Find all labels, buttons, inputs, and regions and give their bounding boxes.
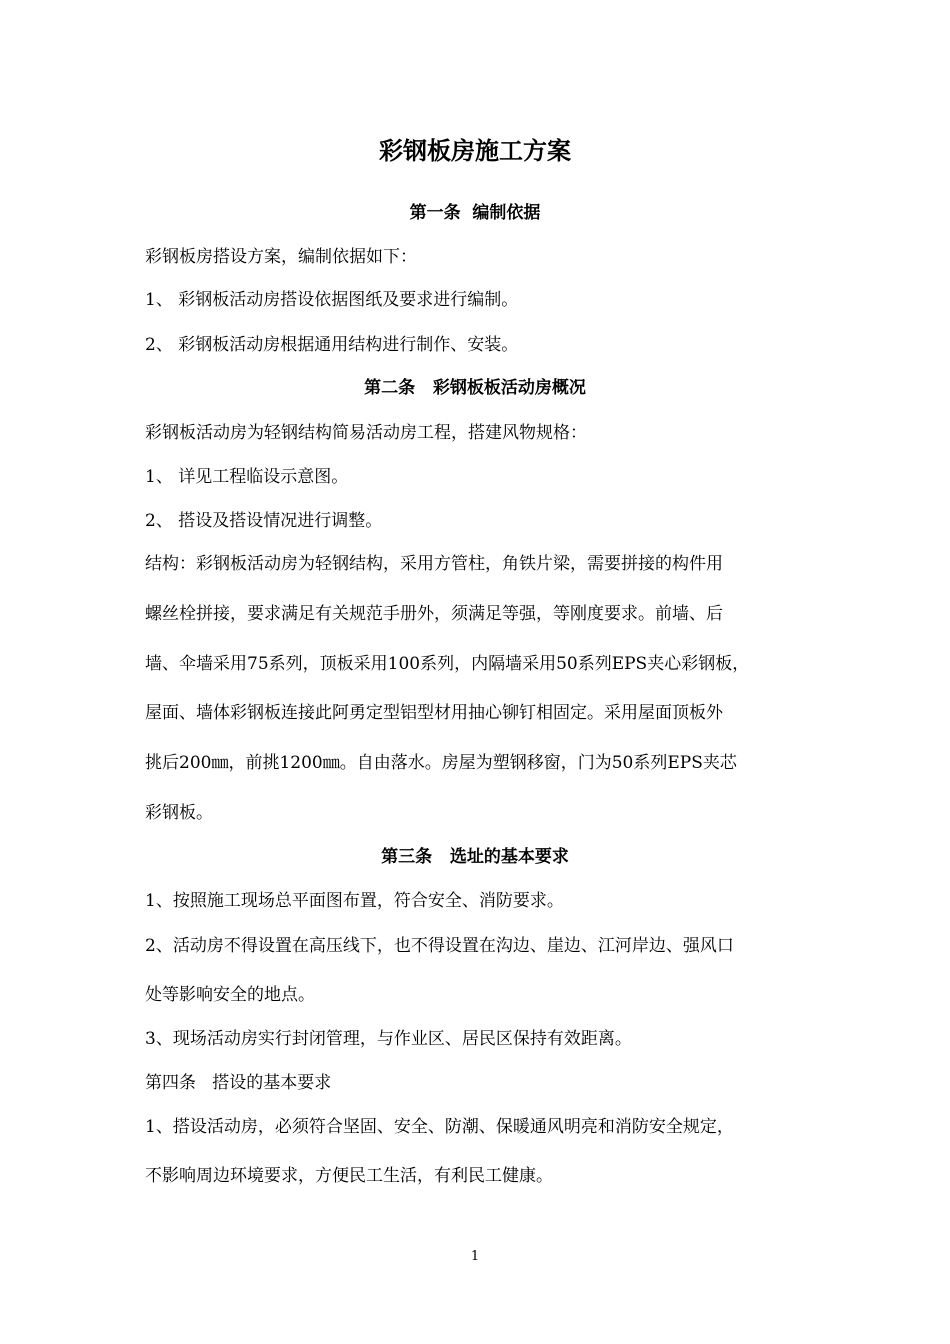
structure-paragraph-line: 螺丝栓拼接，要求满足有关规范手册外，须满足等强，等刚度要求。前墙、后	[145, 604, 723, 624]
structure-paragraph-line: 结构：彩钢板活动房为轻钢结构，采用方管柱，角铁片梁，需要拼接的构件用	[145, 554, 723, 574]
section-3-line: 处等影响安全的地点。	[145, 985, 315, 1005]
structure-paragraph-line: 屋面、墙体彩钢板连接此阿勇定型铝型材用抽心铆钉相固定。采用屋面顶板外	[145, 703, 723, 723]
section-1-item: 1、 彩钢板活动房搭设依据图纸及要求进行编制。	[145, 290, 519, 310]
page-number: 1	[470, 1249, 480, 1264]
section-1-item: 2、 彩钢板活动房根据通用结构进行制作、安装。	[145, 335, 519, 355]
section-2-intro: 彩钢板活动房为轻钢结构简易活动房工程，搭建风物规格：	[145, 423, 587, 443]
structure-paragraph-line: 墙、伞墙采用75系列，顶板采用100系列，内隔墙采用50系列EPS夹心彩钢板，	[145, 654, 750, 674]
section-2-item: 1、 详见工程临设示意图。	[145, 467, 349, 487]
section-1-heading: 第一条 编制依据	[409, 203, 541, 223]
section-4-heading: 第四条 搭设的基本要求	[145, 1073, 332, 1093]
section-3-heading: 第三条 选址的基本要求	[381, 847, 569, 867]
document-title: 彩钢板房施工方案	[379, 136, 571, 165]
structure-paragraph-line: 彩钢板。	[145, 803, 213, 823]
section-2-item: 2、 搭设及搭设情况进行调整。	[145, 511, 383, 531]
structure-paragraph-line: 挑后200㎜，前挑1200㎜。自由落水。房屋为塑钢移窗，门为50系列EPS夹芯	[145, 753, 737, 773]
section-3-line: 2、活动房不得设置在高压线下，也不得设置在沟边、崖边、江河岸边、强风口	[145, 936, 734, 956]
section-2-heading: 第二条 彩钢板板活动房概况	[364, 378, 586, 398]
section-3-line: 1、按照施工现场总平面图布置，符合安全、消防要求。	[145, 891, 564, 911]
section-4-line: 1、搭设活动房，必须符合坚固、安全、防潮、保暖通风明亮和消防安全规定，	[145, 1117, 734, 1137]
section-1-intro: 彩钢板房搭设方案，编制依据如下：	[145, 247, 417, 267]
section-4-line: 不影响周边环境要求，方便民工生活，有利民工健康。	[145, 1166, 553, 1186]
section-3-line: 3、现场活动房实行封闭管理，与作业区、居民区保持有效距离。	[145, 1029, 632, 1049]
